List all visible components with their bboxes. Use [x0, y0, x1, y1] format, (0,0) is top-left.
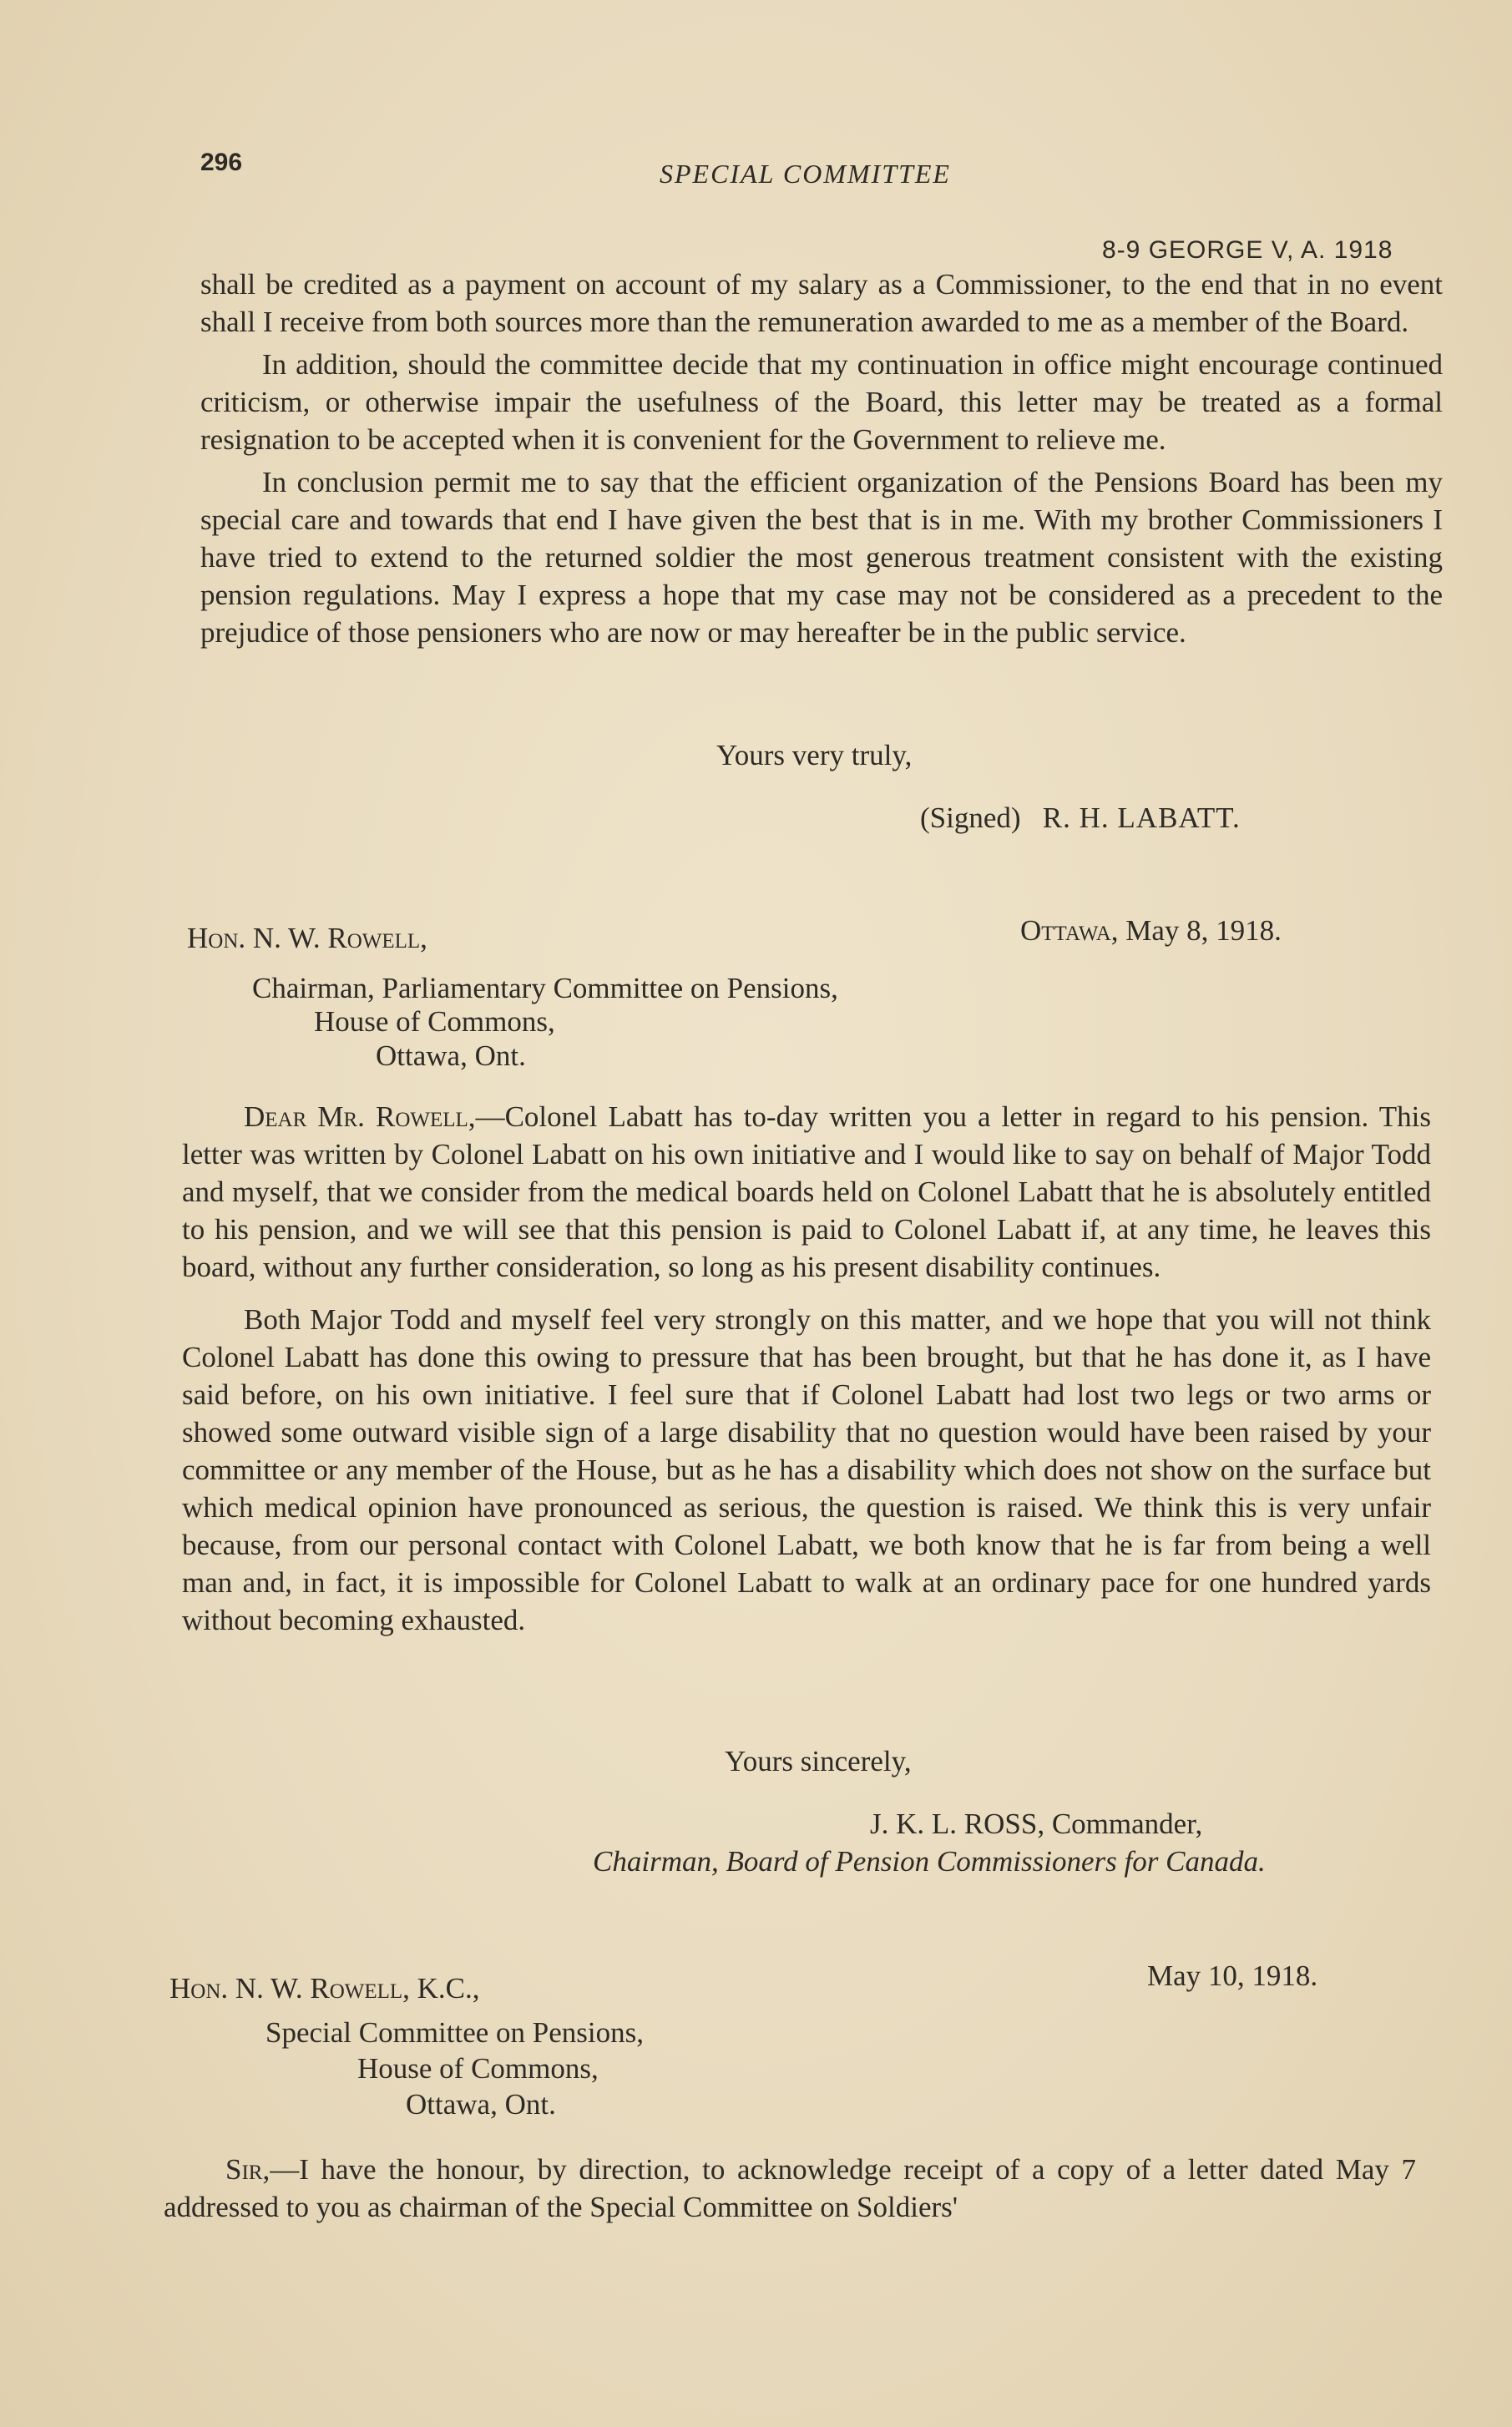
third-addressee-line1: Special Committee on Pensions, [265, 2016, 645, 2049]
third-addressee-line2: House of Commons, [357, 2052, 599, 2085]
running-head: SPECIAL COMMITTEE [660, 159, 951, 189]
third-paragraph: —I have the honour, by direction, to acknowledge receipt of a copy of a letter dated May 7 addressed to you as chairman of the Special Committee on Soldiers' [164, 2153, 1416, 2223]
ross-addressee-line3: Ottawa, Ont. [376, 1039, 526, 1072]
page-number: 296 [200, 149, 243, 176]
paragraph: In addition, should the committee decide that my continuation in office might encourage continued criticism, or otherwise impair the usefulness of the Board, this letter may be treated as a formal resignation to be accepted when it is convenient for the Government to relieve me. [200, 348, 1443, 456]
third-addressee-line3: Ottawa, Ont. [406, 2088, 556, 2121]
ross-date: May 8, 1918. [1125, 914, 1282, 947]
labatt-letter-body [200, 265, 1443, 651]
ross-signature: J. K. L. ROSS, Commander, [870, 1808, 1203, 1840]
ross-dateline [1020, 914, 1282, 948]
session-label: 8-9 GEORGE V, A. 1918 [1102, 236, 1393, 264]
third-salutation: Sir, [225, 2153, 271, 2186]
ross-closing: Yours sincerely, [725, 1745, 912, 1777]
ross-addressee-line1: Chairman, Parliamentary Committee on Pensions, [252, 972, 838, 1004]
paragraph [164, 2151, 1416, 2226]
third-addressee-name: Hon. N. W. Rowell, K.C., [169, 1972, 480, 2005]
labatt-signature-line [920, 801, 1241, 835]
ross-letter-body [182, 1098, 1431, 1639]
paragraph [182, 1098, 1431, 1286]
paragraph: shall be credited as a payment on account of my salary as a Commissioner, to the end that in no event shall I receive from both sources more than the remuneration awarded to me as a member of the Board. [200, 268, 1443, 338]
ross-addressee-name: Hon. N. W. Rowell, [187, 922, 427, 954]
labatt-signature: R. H. LABATT. [1042, 801, 1241, 834]
ross-salutation: Dear Mr. Rowell, [244, 1100, 476, 1133]
paragraph: In conclusion permit me to say that the efficient organization of the Pensions Board has been my special care and towards that end I have given the best that is in me. With my brother Commissioners I have tried to extend to the returned soldier the most generous treatment consistent with the existing pension regulations. May I express a hope that my case may not be considered as a precedent to the prejudice of those pensioners who are now or may hereafter be in the public service. [200, 466, 1443, 649]
ross-place: Ottawa, [1020, 914, 1119, 947]
labatt-closing: Yours very truly, [716, 739, 913, 771]
ross-addressee-line2: House of Commons, [314, 1005, 555, 1038]
ross-paragraph-1: —Colonel Labatt has to-day written you a letter in regard to his pension. This letter was written by Colonel Labatt on his own initiative and I would like to say on behalf of Major Todd and myself, that we consider from the medical boards held on Colonel Labatt that he is absolutely entitled to his pension, and we will see that this pension is paid to Colonel Labatt if, at any time, he leaves this board, without any further consideration, so long as his present disability continues. [182, 1100, 1431, 1283]
third-date: May 10, 1918. [1147, 1959, 1318, 1992]
paragraph: Both Major Todd and myself feel very strongly on this matter, and we hope that you will not think Colonel Labatt has done this owing to pressure that has been brought, but that he has done it, as I have said before, on his own initiative. I feel sure that if Colonel Labatt had lost two legs or two arms or showed some outward visible sign of a large disability that no question would have been raised by your committee or any member of the House, but as he has a disability which does not show on the surface but which medical opinion have pronounced as serious, the question is raised. We think this is very unfair because, from our personal contact with Colonel Labatt, we both know that he is far from being a well man and, in fact, it is impossible for Colonel Labatt to walk at an ordinary pace for one hundred yards without becoming exhausted. [182, 1303, 1431, 1636]
third-letter-body [164, 2151, 1416, 2226]
ross-title: Chairman, Board of Pension Commissioners for Canada. [593, 1845, 1266, 1878]
signed-prefix: (Signed) [920, 801, 1021, 834]
